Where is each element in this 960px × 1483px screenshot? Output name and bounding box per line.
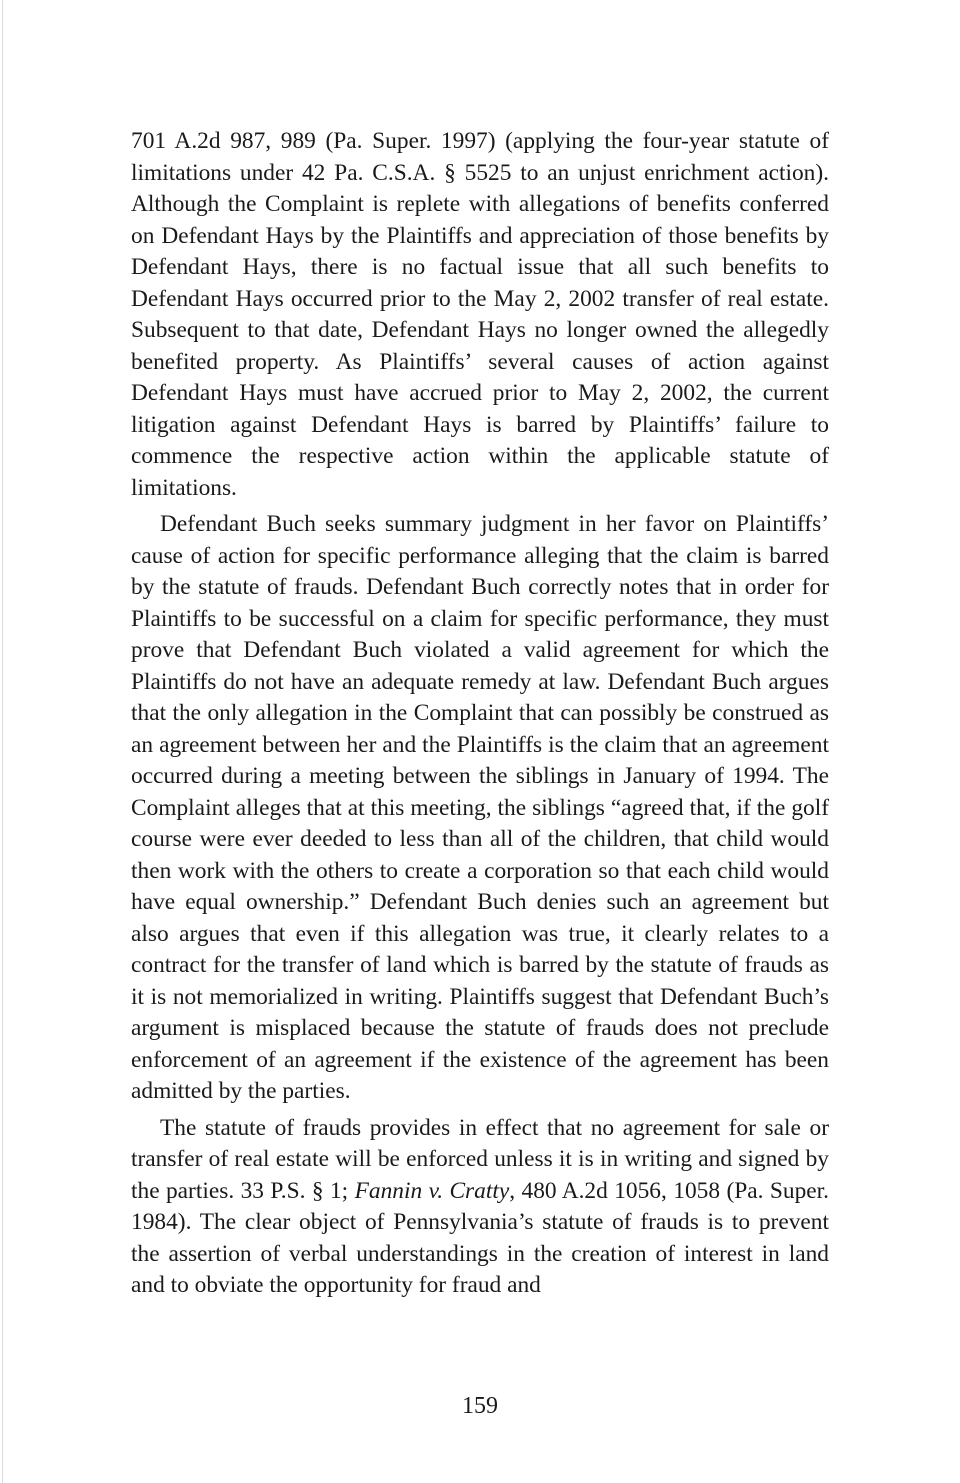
- page-number: 159: [462, 1393, 498, 1419]
- paragraph-3-rest: , 480 A.2d 1056, 1058 (Pa. Super. 1984). The clear object of Pennsylvania’s statute of frauds is to prevent the assertion of verbal understandings in the creation of interest in land and to obviate the opportunity for fraud and: [131, 1177, 829, 1298]
- paragraph-2: Defendant Buch seeks summary judgment in her favor on Plaintiffs’ cause of action for specific performance alleging that the claim is barred by the statute of frauds. Defendant Buch correctly notes that in order for Plaintiffs to be successful on a claim for specific performance, they must prove that Defendant Buch violated a valid agreement for which the Plaintiffs do not have an adequate remedy at law. Defendant Buch argues that the only allegation in the Complaint that can possibly be construed as an agreement between her and the Plaintiffs is the claim that an agreement occurred during a meeting between the siblings in January of 1994. The Complaint alleges that at this meeting, the siblings “agreed that, if the golf course were ever deeded to less than all of the children, that child would then work with the others to create a corporation so that each child would have equal ownership.” Defendant Buch denies such an agreement but also argues that even if this allegation was true, it clearly relates to a contract for the transfer of land which is barred by the statute of frauds as it is not memorialized in writing. Plaintiffs suggest that Defendant Buch’s argument is misplaced because the statute of frauds does not preclude enforcement of an agreement if the existence of the agreement has been admitted by the parties.: [131, 511, 829, 1104]
- case-citation: Fannin v. Cratty: [354, 1177, 510, 1204]
- body-text: [131, 126, 829, 1307]
- paragraph-3-lead: The statute of frauds provides in effect that no agreement for sale or transfer of real estate will be enforced unless it is in writing and signed by the parties. 33 P.S. § 1;: [131, 1114, 829, 1204]
- paragraph-3: [131, 1113, 829, 1302]
- page-edge: [2, 0, 3, 1483]
- paragraph-1: 701 A.2d 987, 989 (Pa. Super. 1997) (applying the four-year statute of limitations under 42 Pa. C.S.A. § 5525 to an unjust enrichment action). Although the Complaint is replete with allegations of benefits conferred on Defendant Hays by the Plaintiffs and appreciation of those benefits by Defendant Hays, there is no factual issue that all such benefits to Defendant Hays occurred prior to the May 2, 2002 transfer of real estate. Subsequent to that date, Defendant Hays no longer owned the allegedly benefited property. As Plaintiffs’ several causes of action against Defendant Hays must have accrued prior to May 2, 2002, the current litigation against Defendant Hays is barred by Plaintiffs’ failure to commence the respective action within the applicable statute of limitations.: [131, 128, 829, 501]
